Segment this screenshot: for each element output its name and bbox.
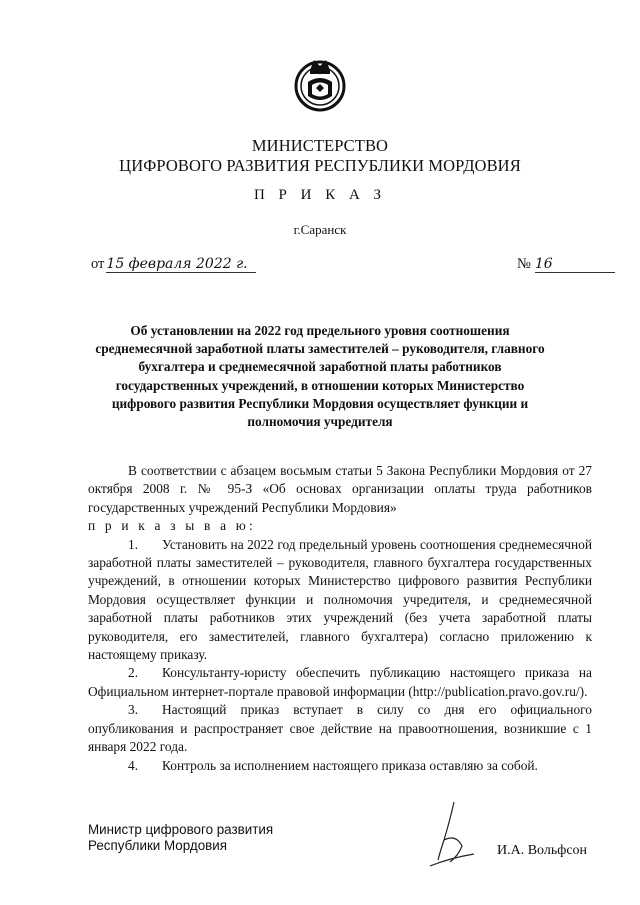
date-prefix: от: [91, 256, 105, 272]
item-number: 3.: [128, 702, 139, 718]
position-line-2: Республики Мордовия: [88, 838, 227, 853]
document-type: П Р И К А З: [253, 187, 387, 203]
order-word: п р и к а з ы в а ю:: [88, 518, 256, 534]
list-item: [88, 664, 592, 701]
list-item: [88, 757, 592, 775]
date-handwritten: 15 февраля 2022 г.: [106, 256, 256, 273]
preamble: В соответствии с абзацем восьмым статьи 5 Закона Республики Мордовия от 27 октября 2008 г. № 95-З «Об основах организации оплаты труда работников государственных учреждений Республики Мордовия»: [88, 463, 592, 515]
signatory-position: [88, 822, 273, 854]
order-number: [517, 256, 615, 273]
coat-of-arms-emblem: [288, 52, 352, 116]
document-heading: Об установлении на 2022 год предельного уровня соотношения среднемесячной заработной платы заместителей – руководителя, главного бухгалтера и среднемесячной заработной платы работников государственных учреждений, в отношении которых Министерство цифрового развития Республики Мордовия осуществляет функции и полномочия учредителя: [95, 323, 545, 430]
item-number: 4.: [128, 757, 139, 773]
item-number: 1.: [128, 536, 139, 552]
item-text: Установить на 2022 год предельный уровень соотношения среднемесячной заработной платы заместителей – руководителя, главного бухгалтера государственных учреждений, в отношении которых Министерство цифрового развития Республики Мордовия осуществляет функции и полномочия учредителя, и среднемесячной заработной платы работников этих учреждений (без учета заработной платы руководителя, его заместителей, главного бухгалтера) согласно приложению к настоящему приказу.: [88, 536, 592, 663]
ministry-line-2: ЦИФРОВОГО РАЗВИТИЯ РЕСПУБЛИКИ МОРДОВИЯ: [119, 156, 521, 175]
ministry-line-1: МИНИСТЕРСТВО: [251, 136, 389, 155]
ministry-name: [0, 136, 640, 176]
number-handwritten: 16: [535, 256, 615, 273]
signatory-name: И.А. Вольфсон: [497, 843, 588, 858]
document-body: [88, 462, 592, 775]
handwritten-signature: [410, 800, 490, 870]
position-line-1: Министр цифрового развития: [88, 822, 274, 837]
order-date: [91, 256, 256, 273]
item-text: Консультанту-юристу обеспечить публикацию настоящего приказа на Официальном интернет-портале правовой информации (http://publication.pravo.gov.ru/).: [88, 665, 592, 699]
item-text: Контроль за исполнением настоящего приказа оставляю за собой.: [162, 757, 538, 773]
list-item: [88, 536, 592, 665]
item-number: 2.: [128, 665, 139, 681]
number-prefix: №: [517, 256, 531, 272]
list-item: [88, 701, 592, 756]
city: г.Саранск: [293, 222, 347, 237]
item-text: Настоящий приказ вступает в силу со дня его официального опубликования и распространяет свое действие на правоотношения, возникшие с 1 января 2022 года.: [88, 702, 592, 755]
